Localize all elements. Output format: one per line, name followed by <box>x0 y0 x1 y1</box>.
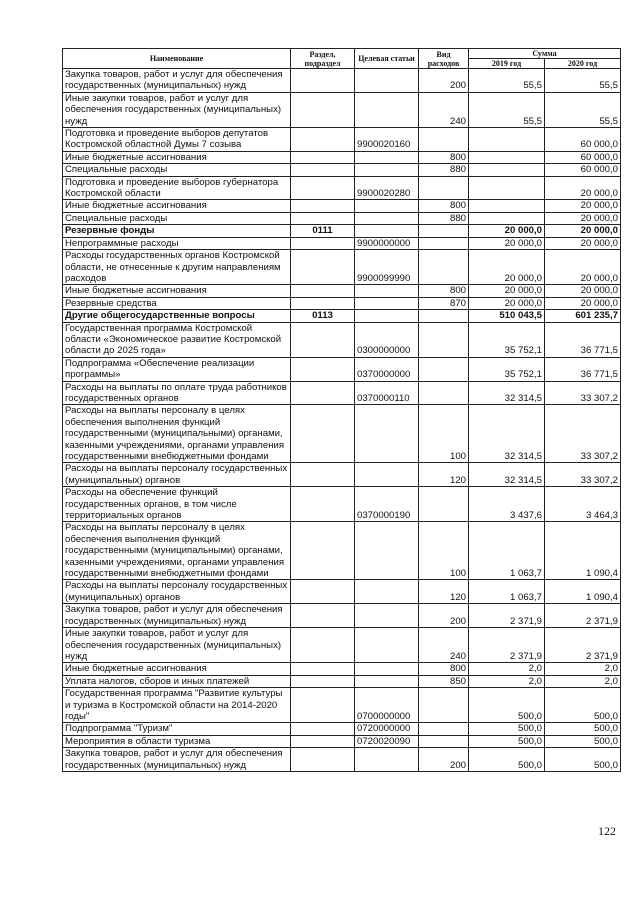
table-row <box>63 250 621 285</box>
row-target <box>355 310 419 322</box>
row-type <box>419 225 469 237</box>
row-name: Мероприятия в области туризма <box>63 735 291 747</box>
row-type: 200 <box>419 604 469 628</box>
row-type: 800 <box>419 200 469 212</box>
table-row <box>63 212 621 224</box>
table-row <box>63 580 621 604</box>
table-row <box>63 297 621 309</box>
row-section <box>291 735 355 747</box>
table-row <box>63 688 621 723</box>
row-2020: 60 000,0 <box>545 164 621 176</box>
table-row <box>63 723 621 735</box>
header-name: Наименование <box>63 49 291 69</box>
row-2019: 2,0 <box>469 675 545 687</box>
table-row <box>63 69 621 93</box>
row-type <box>419 237 469 249</box>
row-2019: 20 000,0 <box>469 237 545 249</box>
row-name: Государственная программа "Развитие культуры и туризма в Костромской области на 2014-2020 годы" <box>63 688 291 723</box>
table-row <box>63 176 621 200</box>
row-name: Резервные средства <box>63 297 291 309</box>
row-type: 800 <box>419 151 469 163</box>
row-2019 <box>469 176 545 200</box>
row-target: 0300000000 <box>355 322 419 357</box>
table-row <box>63 675 621 687</box>
row-type: 120 <box>419 463 469 487</box>
row-2020: 2 371,9 <box>545 604 621 628</box>
row-target: 9900020280 <box>355 176 419 200</box>
row-type <box>419 357 469 381</box>
table-body <box>63 69 621 772</box>
table-row <box>63 381 621 405</box>
row-2020: 20 000,0 <box>545 285 621 297</box>
row-name: Резервные фонды <box>63 225 291 237</box>
row-2020: 500,0 <box>545 723 621 735</box>
row-2020: 500,0 <box>545 748 621 772</box>
row-2019: 3 437,6 <box>469 487 545 522</box>
row-type: 800 <box>419 663 469 675</box>
header-type: Вид расходов <box>419 49 469 69</box>
row-target: 0370000110 <box>355 381 419 405</box>
row-2020: 20 000,0 <box>545 237 621 249</box>
header-2019: 2019 год <box>469 59 545 69</box>
row-target: 0720020090 <box>355 735 419 747</box>
row-type: 200 <box>419 69 469 93</box>
row-section <box>291 69 355 93</box>
row-2020: 20 000,0 <box>545 225 621 237</box>
row-2019: 32 314,5 <box>469 405 545 463</box>
row-name: Уплата налогов, сборов и иных платежей <box>63 675 291 687</box>
row-2019: 20 000,0 <box>469 250 545 285</box>
row-target <box>355 405 419 463</box>
row-2020: 20 000,0 <box>545 297 621 309</box>
row-target: 0720000000 <box>355 723 419 735</box>
row-target <box>355 92 419 127</box>
row-2019: 32 314,5 <box>469 381 545 405</box>
header-sum: Сумма <box>469 49 621 59</box>
row-section <box>291 463 355 487</box>
row-name: Иные закупки товаров, работ и услуг для обеспечения государственных (муниципальных) нужд <box>63 628 291 663</box>
row-2020: 55,5 <box>545 92 621 127</box>
row-section <box>291 92 355 127</box>
row-2020: 33 307,2 <box>545 405 621 463</box>
row-name: Расходы на выплаты персоналу в целях обеспечения выполнения функций государственными (муниципальными) органами, казенными учреждениями, органами управления государственными внебюджетными фондами <box>63 522 291 580</box>
row-type: 100 <box>419 405 469 463</box>
row-name: Закупка товаров, работ и услуг для обеспечения государственных (муниципальных) нужд <box>63 69 291 93</box>
row-type: 240 <box>419 92 469 127</box>
row-type: 200 <box>419 748 469 772</box>
row-2019: 35 752,1 <box>469 322 545 357</box>
row-name: Иные бюджетные ассигнования <box>63 285 291 297</box>
row-target <box>355 463 419 487</box>
header-2020: 2020 год <box>545 59 621 69</box>
row-type <box>419 128 469 152</box>
row-name: Расходы на обеспечение функций государственных органов, в том числе территориальных органов <box>63 487 291 522</box>
row-2019 <box>469 200 545 212</box>
row-name: Расходы на выплаты персоналу государственных (муниципальных) органов <box>63 463 291 487</box>
row-type <box>419 310 469 322</box>
row-target: 0700000000 <box>355 688 419 723</box>
row-section <box>291 522 355 580</box>
row-type: 800 <box>419 285 469 297</box>
row-2019: 55,5 <box>469 69 545 93</box>
table-row <box>63 310 621 322</box>
row-2020: 20 000,0 <box>545 176 621 200</box>
row-section <box>291 688 355 723</box>
row-2020: 20 000,0 <box>545 200 621 212</box>
row-section <box>291 381 355 405</box>
row-2019 <box>469 151 545 163</box>
row-type: 880 <box>419 212 469 224</box>
row-2019: 500,0 <box>469 723 545 735</box>
row-section <box>291 580 355 604</box>
row-section: 0111 <box>291 225 355 237</box>
row-name: Специальные расходы <box>63 212 291 224</box>
row-type: 880 <box>419 164 469 176</box>
row-target <box>355 212 419 224</box>
row-name: Закупка товаров, работ и услуг для обеспечения государственных (муниципальных) нужд <box>63 748 291 772</box>
row-name: Подпрограмма "Туризм" <box>63 723 291 735</box>
row-name: Расходы на выплаты персоналу в целях обеспечения выполнения функций государственными (муниципальными) органами, казенными учреждениями, органами управления государственными внебюджетными фондами <box>63 405 291 463</box>
row-type: 120 <box>419 580 469 604</box>
table-row <box>63 322 621 357</box>
row-2020: 500,0 <box>545 688 621 723</box>
row-2019: 500,0 <box>469 748 545 772</box>
row-type <box>419 487 469 522</box>
table-row <box>63 357 621 381</box>
row-target <box>355 604 419 628</box>
table-row <box>63 92 621 127</box>
row-2020: 2,0 <box>545 663 621 675</box>
row-name: Специальные расходы <box>63 164 291 176</box>
row-name: Иные закупки товаров, работ и услуг для обеспечения государственных (муниципальных) нужд <box>63 92 291 127</box>
row-type: 850 <box>419 675 469 687</box>
row-target <box>355 69 419 93</box>
row-2019: 510 043,5 <box>469 310 545 322</box>
row-2019 <box>469 212 545 224</box>
row-2019: 20 000,0 <box>469 285 545 297</box>
table-row <box>63 200 621 212</box>
row-2020: 33 307,2 <box>545 463 621 487</box>
table-row <box>63 748 621 772</box>
row-type <box>419 176 469 200</box>
table-row <box>63 225 621 237</box>
row-section <box>291 675 355 687</box>
row-section <box>291 128 355 152</box>
row-type <box>419 381 469 405</box>
table-row <box>63 237 621 249</box>
row-target <box>355 285 419 297</box>
header-target: Целевая статьи <box>355 49 419 69</box>
row-2020: 60 000,0 <box>545 128 621 152</box>
row-target <box>355 225 419 237</box>
row-type <box>419 250 469 285</box>
row-2019: 55,5 <box>469 92 545 127</box>
row-2019: 35 752,1 <box>469 357 545 381</box>
row-section <box>291 322 355 357</box>
row-type <box>419 735 469 747</box>
table-row <box>63 487 621 522</box>
row-section <box>291 405 355 463</box>
row-2019 <box>469 164 545 176</box>
row-name: Подпрограмма «Обеспечение реализации программы» <box>63 357 291 381</box>
table-row <box>63 463 621 487</box>
row-section <box>291 151 355 163</box>
row-name: Государственная программа Костромской области «Экономическое развитие Костромской области до 2025 года» <box>63 322 291 357</box>
header-section: Раздел, подраздел <box>291 49 355 69</box>
row-type <box>419 723 469 735</box>
row-target <box>355 164 419 176</box>
row-target <box>355 748 419 772</box>
row-name: Иные бюджетные ассигнования <box>63 151 291 163</box>
row-target <box>355 663 419 675</box>
row-target <box>355 297 419 309</box>
row-target: 9900000000 <box>355 237 419 249</box>
row-section <box>291 357 355 381</box>
row-name: Иные бюджетные ассигнования <box>63 200 291 212</box>
row-2020: 20 000,0 <box>545 212 621 224</box>
row-2019: 500,0 <box>469 735 545 747</box>
row-section <box>291 212 355 224</box>
row-2020: 20 000,0 <box>545 250 621 285</box>
row-2019: 2 371,9 <box>469 604 545 628</box>
table-row <box>63 628 621 663</box>
row-2020: 60 000,0 <box>545 151 621 163</box>
table-row <box>63 128 621 152</box>
table-row <box>63 285 621 297</box>
row-name: Подготовка и проведение выборов депутатов Костромской областной Думы 7 созыва <box>63 128 291 152</box>
table-row <box>63 164 621 176</box>
row-target: 9900099990 <box>355 250 419 285</box>
row-section <box>291 748 355 772</box>
row-2020: 2 371,9 <box>545 628 621 663</box>
row-2020: 2,0 <box>545 675 621 687</box>
table-row <box>63 405 621 463</box>
table-row <box>63 522 621 580</box>
row-target: 0370000000 <box>355 357 419 381</box>
row-2019: 2 371,9 <box>469 628 545 663</box>
row-section <box>291 164 355 176</box>
row-target <box>355 580 419 604</box>
table-row <box>63 663 621 675</box>
row-2020: 601 235,7 <box>545 310 621 322</box>
row-2020: 3 464,3 <box>545 487 621 522</box>
row-section <box>291 237 355 249</box>
row-target <box>355 200 419 212</box>
row-2019 <box>469 128 545 152</box>
row-2020: 55,5 <box>545 69 621 93</box>
row-2020: 1 090,4 <box>545 522 621 580</box>
row-target <box>355 151 419 163</box>
row-section <box>291 176 355 200</box>
budget-table <box>62 48 621 772</box>
row-type <box>419 688 469 723</box>
row-name: Подготовка и проведение выборов губернатора Костромской области <box>63 176 291 200</box>
row-name: Непрограммные расходы <box>63 237 291 249</box>
row-2020: 36 771,5 <box>545 322 621 357</box>
row-section <box>291 628 355 663</box>
row-section <box>291 297 355 309</box>
row-2020: 500,0 <box>545 735 621 747</box>
row-section <box>291 604 355 628</box>
row-type <box>419 322 469 357</box>
row-name: Расходы на выплаты персоналу государственных (муниципальных) органов <box>63 580 291 604</box>
row-name: Закупка товаров, работ и услуг для обеспечения государственных (муниципальных) нужд <box>63 604 291 628</box>
row-name: Расходы на выплаты по оплате труда работников государственных органов <box>63 381 291 405</box>
row-2020: 36 771,5 <box>545 357 621 381</box>
row-2019: 2,0 <box>469 663 545 675</box>
row-name: Расходы государственных органов Костромской области, не отнесенные к другим направлениям расходов <box>63 250 291 285</box>
table-row <box>63 151 621 163</box>
row-section <box>291 487 355 522</box>
row-2020: 1 090,4 <box>545 580 621 604</box>
row-2019: 20 000,0 <box>469 225 545 237</box>
row-type: 240 <box>419 628 469 663</box>
row-section <box>291 285 355 297</box>
row-2019: 1 063,7 <box>469 522 545 580</box>
row-type: 100 <box>419 522 469 580</box>
row-name: Другие общегосударственные вопросы <box>63 310 291 322</box>
row-target: 0370000190 <box>355 487 419 522</box>
row-target: 9900020160 <box>355 128 419 152</box>
row-name: Иные бюджетные ассигнования <box>63 663 291 675</box>
row-section <box>291 663 355 675</box>
row-2020: 33 307,2 <box>545 381 621 405</box>
row-section <box>291 250 355 285</box>
row-2019: 20 000,0 <box>469 297 545 309</box>
table-row <box>63 735 621 747</box>
table-row <box>63 604 621 628</box>
row-2019: 32 314,5 <box>469 463 545 487</box>
row-section <box>291 723 355 735</box>
page-number: 122 <box>598 824 616 838</box>
row-2019: 1 063,7 <box>469 580 545 604</box>
row-2019: 500,0 <box>469 688 545 723</box>
row-section <box>291 200 355 212</box>
row-target <box>355 628 419 663</box>
row-target <box>355 522 419 580</box>
row-type: 870 <box>419 297 469 309</box>
row-target <box>355 675 419 687</box>
row-section: 0113 <box>291 310 355 322</box>
